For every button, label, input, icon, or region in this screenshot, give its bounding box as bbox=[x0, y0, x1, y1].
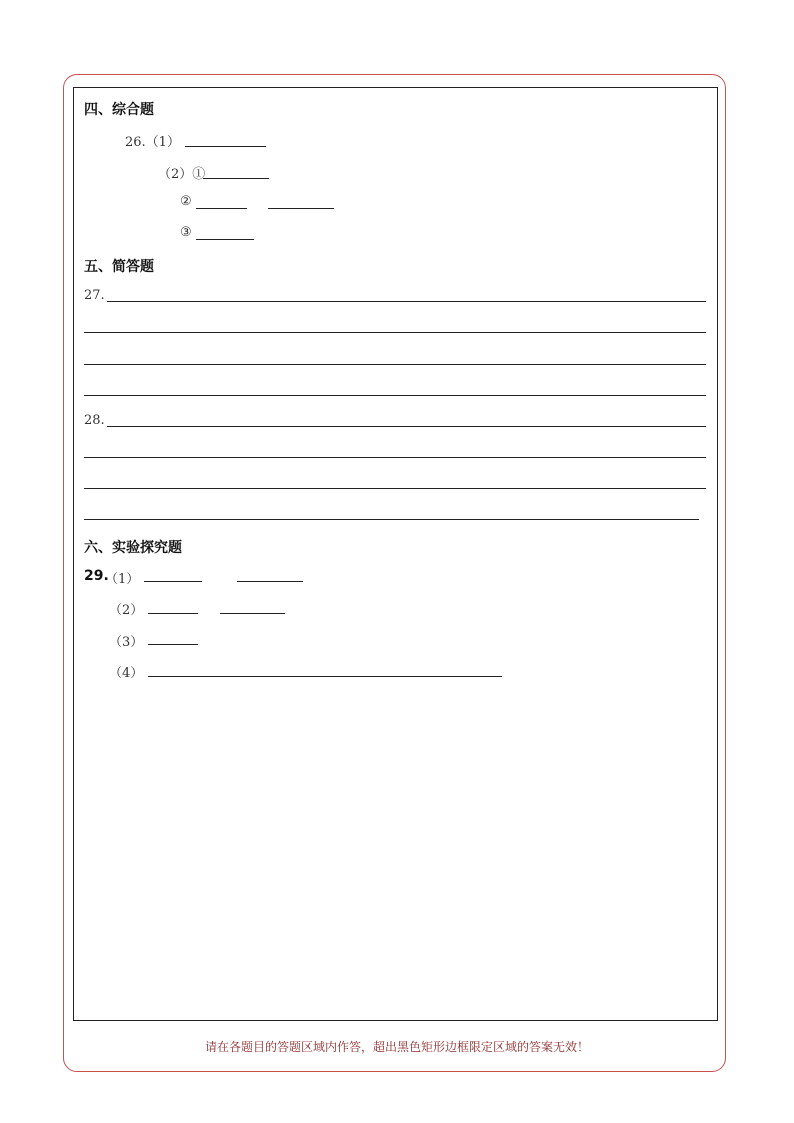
q28-label: 28. bbox=[84, 413, 105, 428]
q29-part4-blank[interactable] bbox=[148, 676, 502, 677]
q26-part2-blank-2a[interactable] bbox=[196, 208, 247, 209]
q29-part2-label: （2） bbox=[109, 603, 144, 618]
section-heading-experiment: 六、实验探究题 bbox=[84, 540, 182, 556]
q28-answer-line-1[interactable] bbox=[107, 426, 706, 427]
q27-label: 27. bbox=[84, 288, 105, 303]
section-heading-short-answer: 五、简答题 bbox=[84, 259, 154, 275]
q29-part2-blank-a[interactable] bbox=[148, 613, 198, 614]
q27-answer-line-4[interactable] bbox=[84, 395, 706, 396]
q27-answer-line-1[interactable] bbox=[107, 301, 706, 302]
q27-answer-line-3[interactable] bbox=[84, 364, 706, 365]
q29-part4-label: （4） bbox=[109, 666, 144, 681]
q26-part1-label: 26.（1） bbox=[125, 135, 180, 150]
q29-part3-label: （3） bbox=[109, 635, 144, 650]
q29-part1-blank-a[interactable] bbox=[144, 581, 202, 582]
q26-part1-blank[interactable] bbox=[185, 146, 266, 147]
q26-part2-blank-3[interactable] bbox=[196, 239, 254, 240]
section-heading-comprehensive: 四、综合题 bbox=[84, 102, 154, 118]
q29-label: 29. bbox=[84, 568, 109, 584]
q26-part2-b-label: ② bbox=[180, 194, 192, 209]
q29-part1-blank-b[interactable] bbox=[237, 581, 303, 582]
q29-part1-label: （1） bbox=[105, 572, 140, 587]
q28-answer-line-3[interactable] bbox=[84, 488, 706, 489]
q26-part2-label: （2）① bbox=[158, 167, 206, 182]
q28-answer-line-2[interactable] bbox=[84, 457, 706, 458]
q29-part2-blank-b[interactable] bbox=[220, 613, 285, 614]
q28-answer-line-4[interactable] bbox=[84, 519, 699, 520]
q27-answer-line-2[interactable] bbox=[84, 332, 706, 333]
q26-part2-blank-2b[interactable] bbox=[268, 208, 334, 209]
q26-part2-blank-1[interactable] bbox=[203, 178, 269, 179]
q29-part3-blank[interactable] bbox=[148, 644, 198, 645]
footer-notice: 请在各题目的答题区域内作答，超出黑色矩形边框限定区域的答案无效！ bbox=[204, 1040, 589, 1054]
q26-part2-c-label: ③ bbox=[180, 225, 192, 240]
